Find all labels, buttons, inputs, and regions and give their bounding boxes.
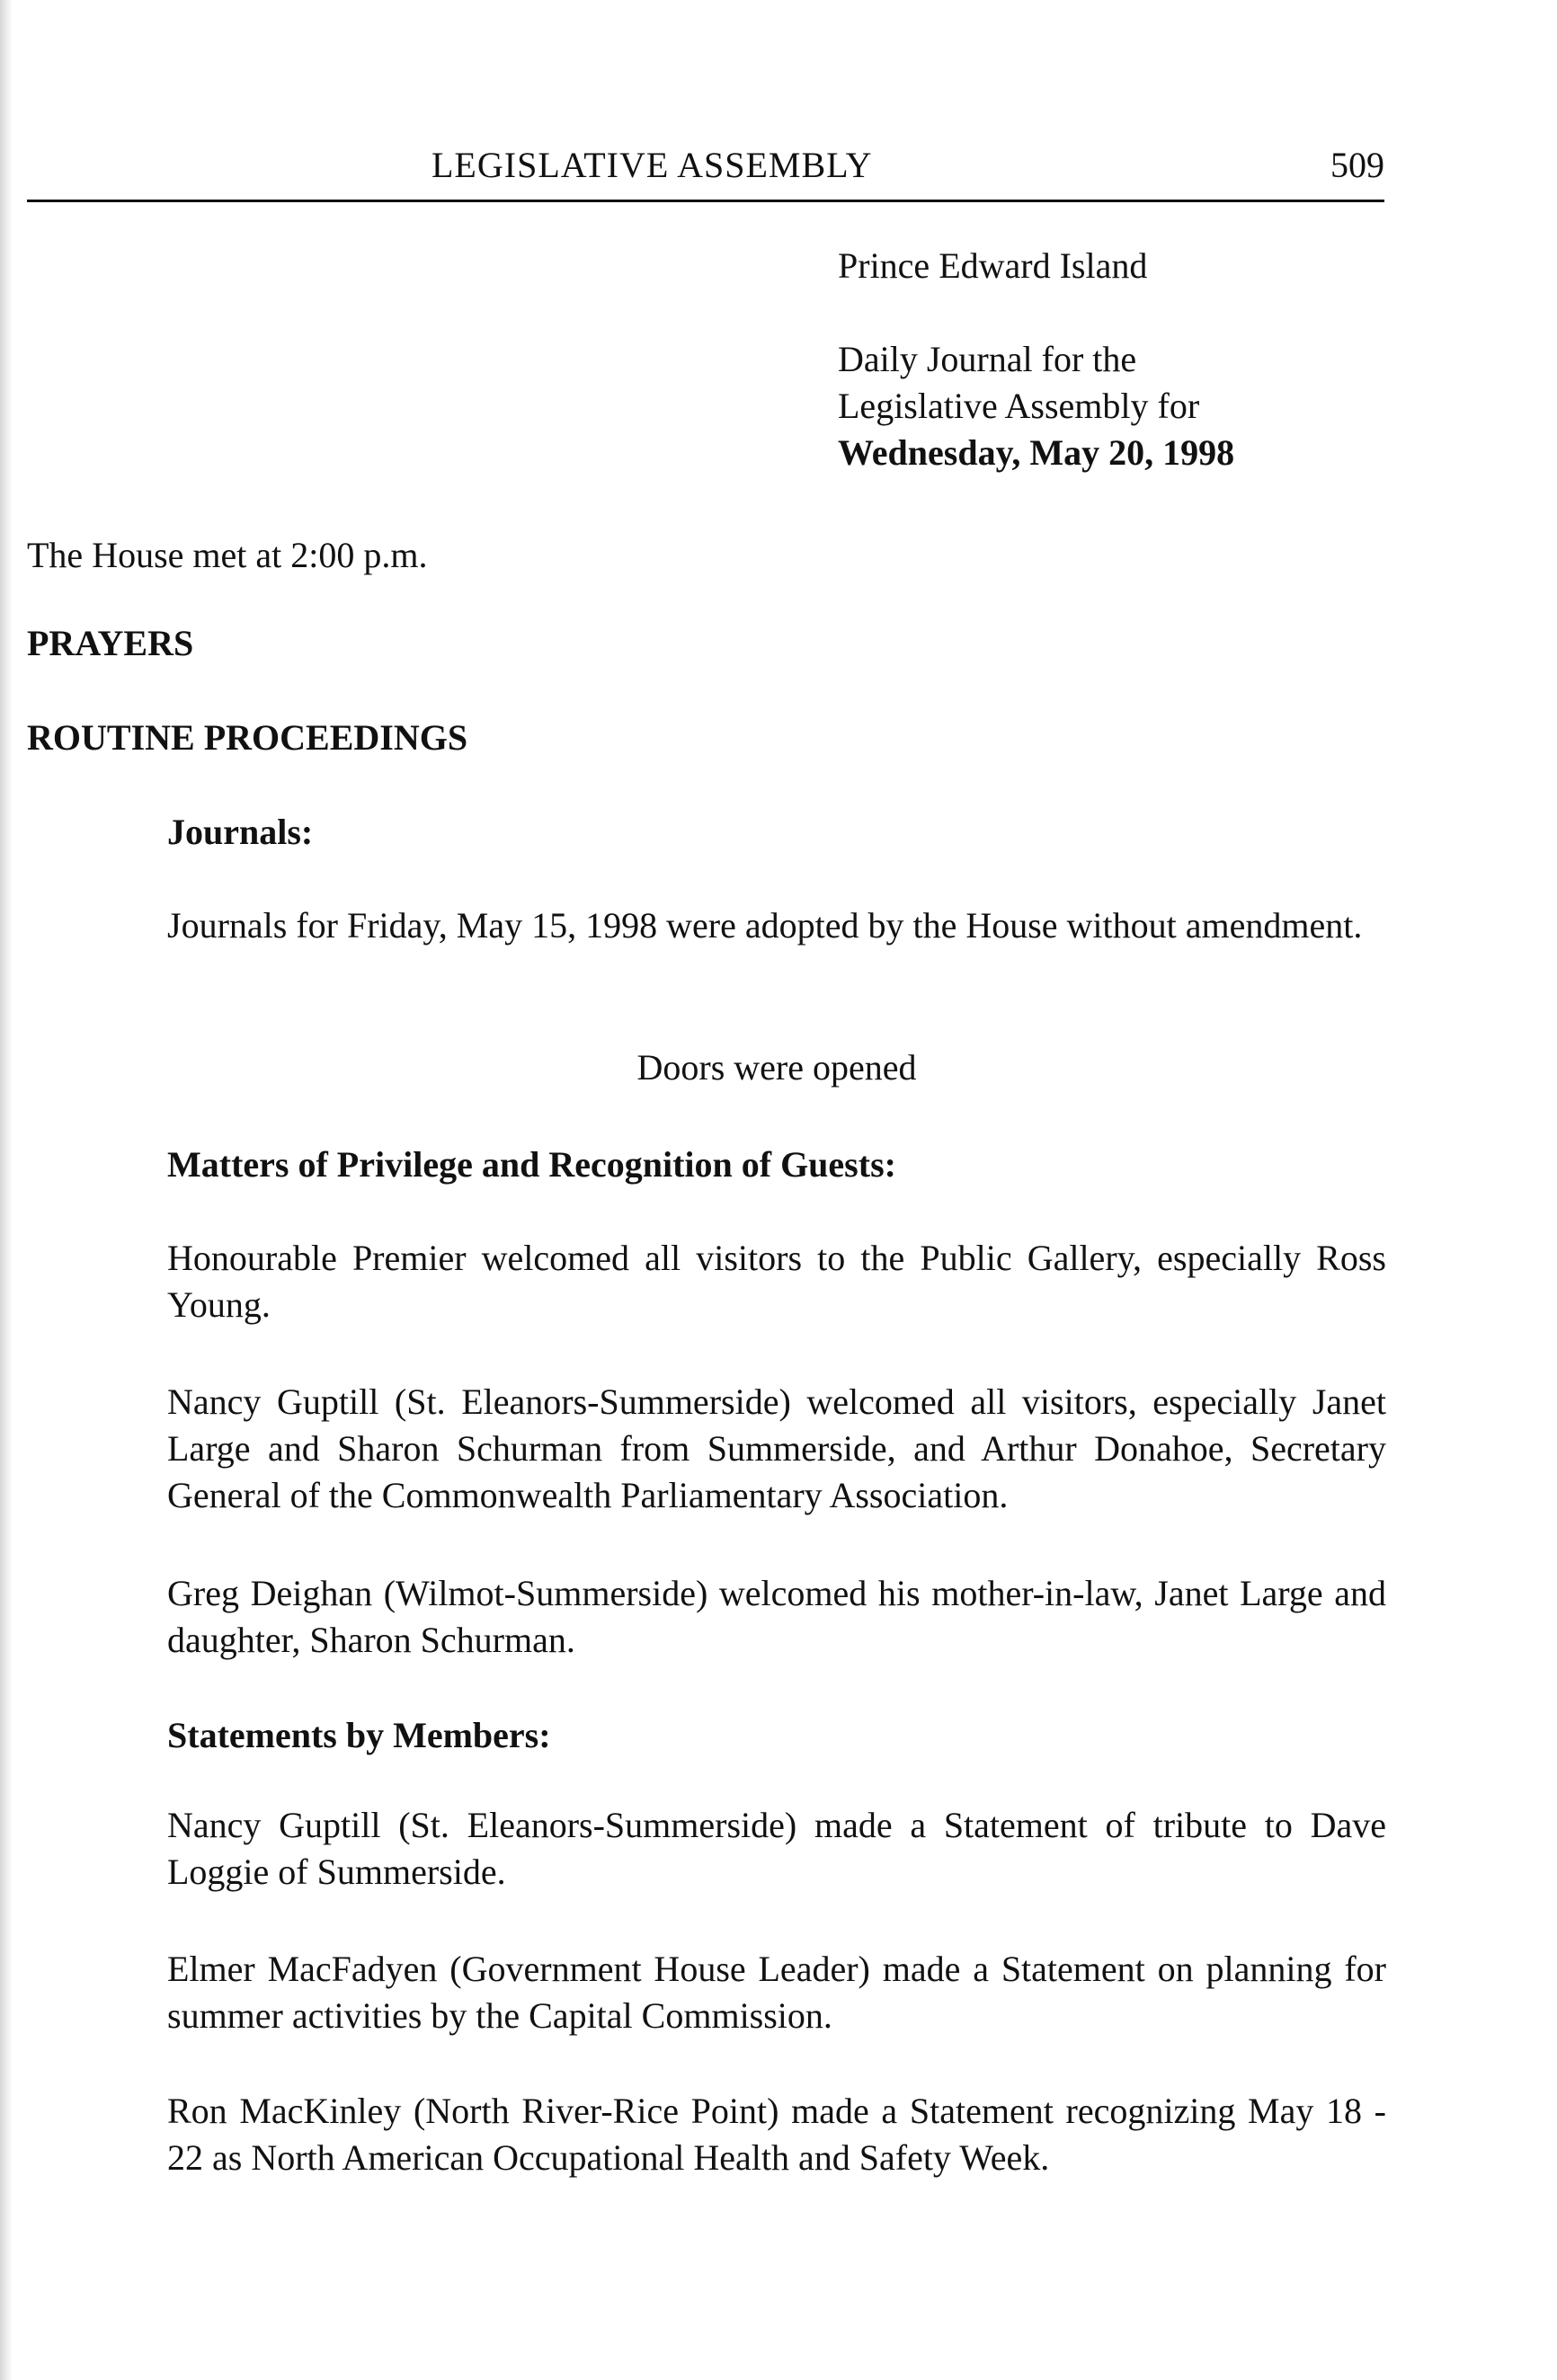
privilege-heading: Matters of Privilege and Recognition of Guests: xyxy=(167,1144,896,1185)
page-header xyxy=(27,144,1384,198)
routine-proceedings-heading: ROUTINE PROCEEDINGS xyxy=(27,717,468,758)
journal-line-2: Legislative Assembly for xyxy=(838,386,1200,426)
header-rule xyxy=(27,200,1384,202)
scan-edge-shadow xyxy=(0,0,13,2380)
page-number: 509 xyxy=(1330,145,1384,185)
doors-opened-note: Doors were opened xyxy=(636,1047,917,1088)
statements-heading: Statements by Members: xyxy=(167,1715,551,1755)
journals-paragraph: Journals for Friday, May 15, 1998 were adopted by the House without amendment. xyxy=(167,905,1363,946)
privilege-paragraph-1: Honourable Premier welcomed all visitors to the Public Gallery, especially Ross Young. xyxy=(167,1238,1386,1325)
journal-heading-block xyxy=(838,243,1234,476)
province-name: Prince Edward Island xyxy=(838,245,1148,286)
journal-line-1: Daily Journal for the xyxy=(838,339,1137,379)
privilege-paragraph-3: Greg Deighan (Wilmot-Summerside) welcomed his mother-in-law, Janet Large and daughter, Sharon Schurman. xyxy=(167,1573,1386,1660)
journal-date: Wednesday, May 20, 1998 xyxy=(838,432,1235,473)
opening-statement: The House met at 2:00 p.m. xyxy=(27,535,428,575)
header-title: LEGISLATIVE ASSEMBLY xyxy=(432,145,873,185)
journals-heading: Journals: xyxy=(167,812,314,852)
privilege-paragraph-2: Nancy Guptill (St. Eleanors-Summerside) welcomed all visitors, especially Janet Large and Sharon Schurman from Summerside, and Arthur Donahoe, Secretary General of the Commonwealth Parliamentary Association. xyxy=(167,1381,1386,1515)
statement-paragraph-2: Elmer MacFadyen (Government House Leader) made a Statement on planning for summer activities by the Capital Commission. xyxy=(167,1949,1386,2036)
prayers-heading: PRAYERS xyxy=(27,623,194,663)
statement-paragraph-3: Ron MacKinley (North River-Rice Point) made a Statement recognizing May 18 - 22 as North American Occupational Health and Safety Week. xyxy=(167,2091,1386,2178)
statement-paragraph-1: Nancy Guptill (St. Eleanors-Summerside) made a Statement of tribute to Dave Loggie of Summerside. xyxy=(167,1805,1386,1892)
spacer xyxy=(838,289,1234,336)
